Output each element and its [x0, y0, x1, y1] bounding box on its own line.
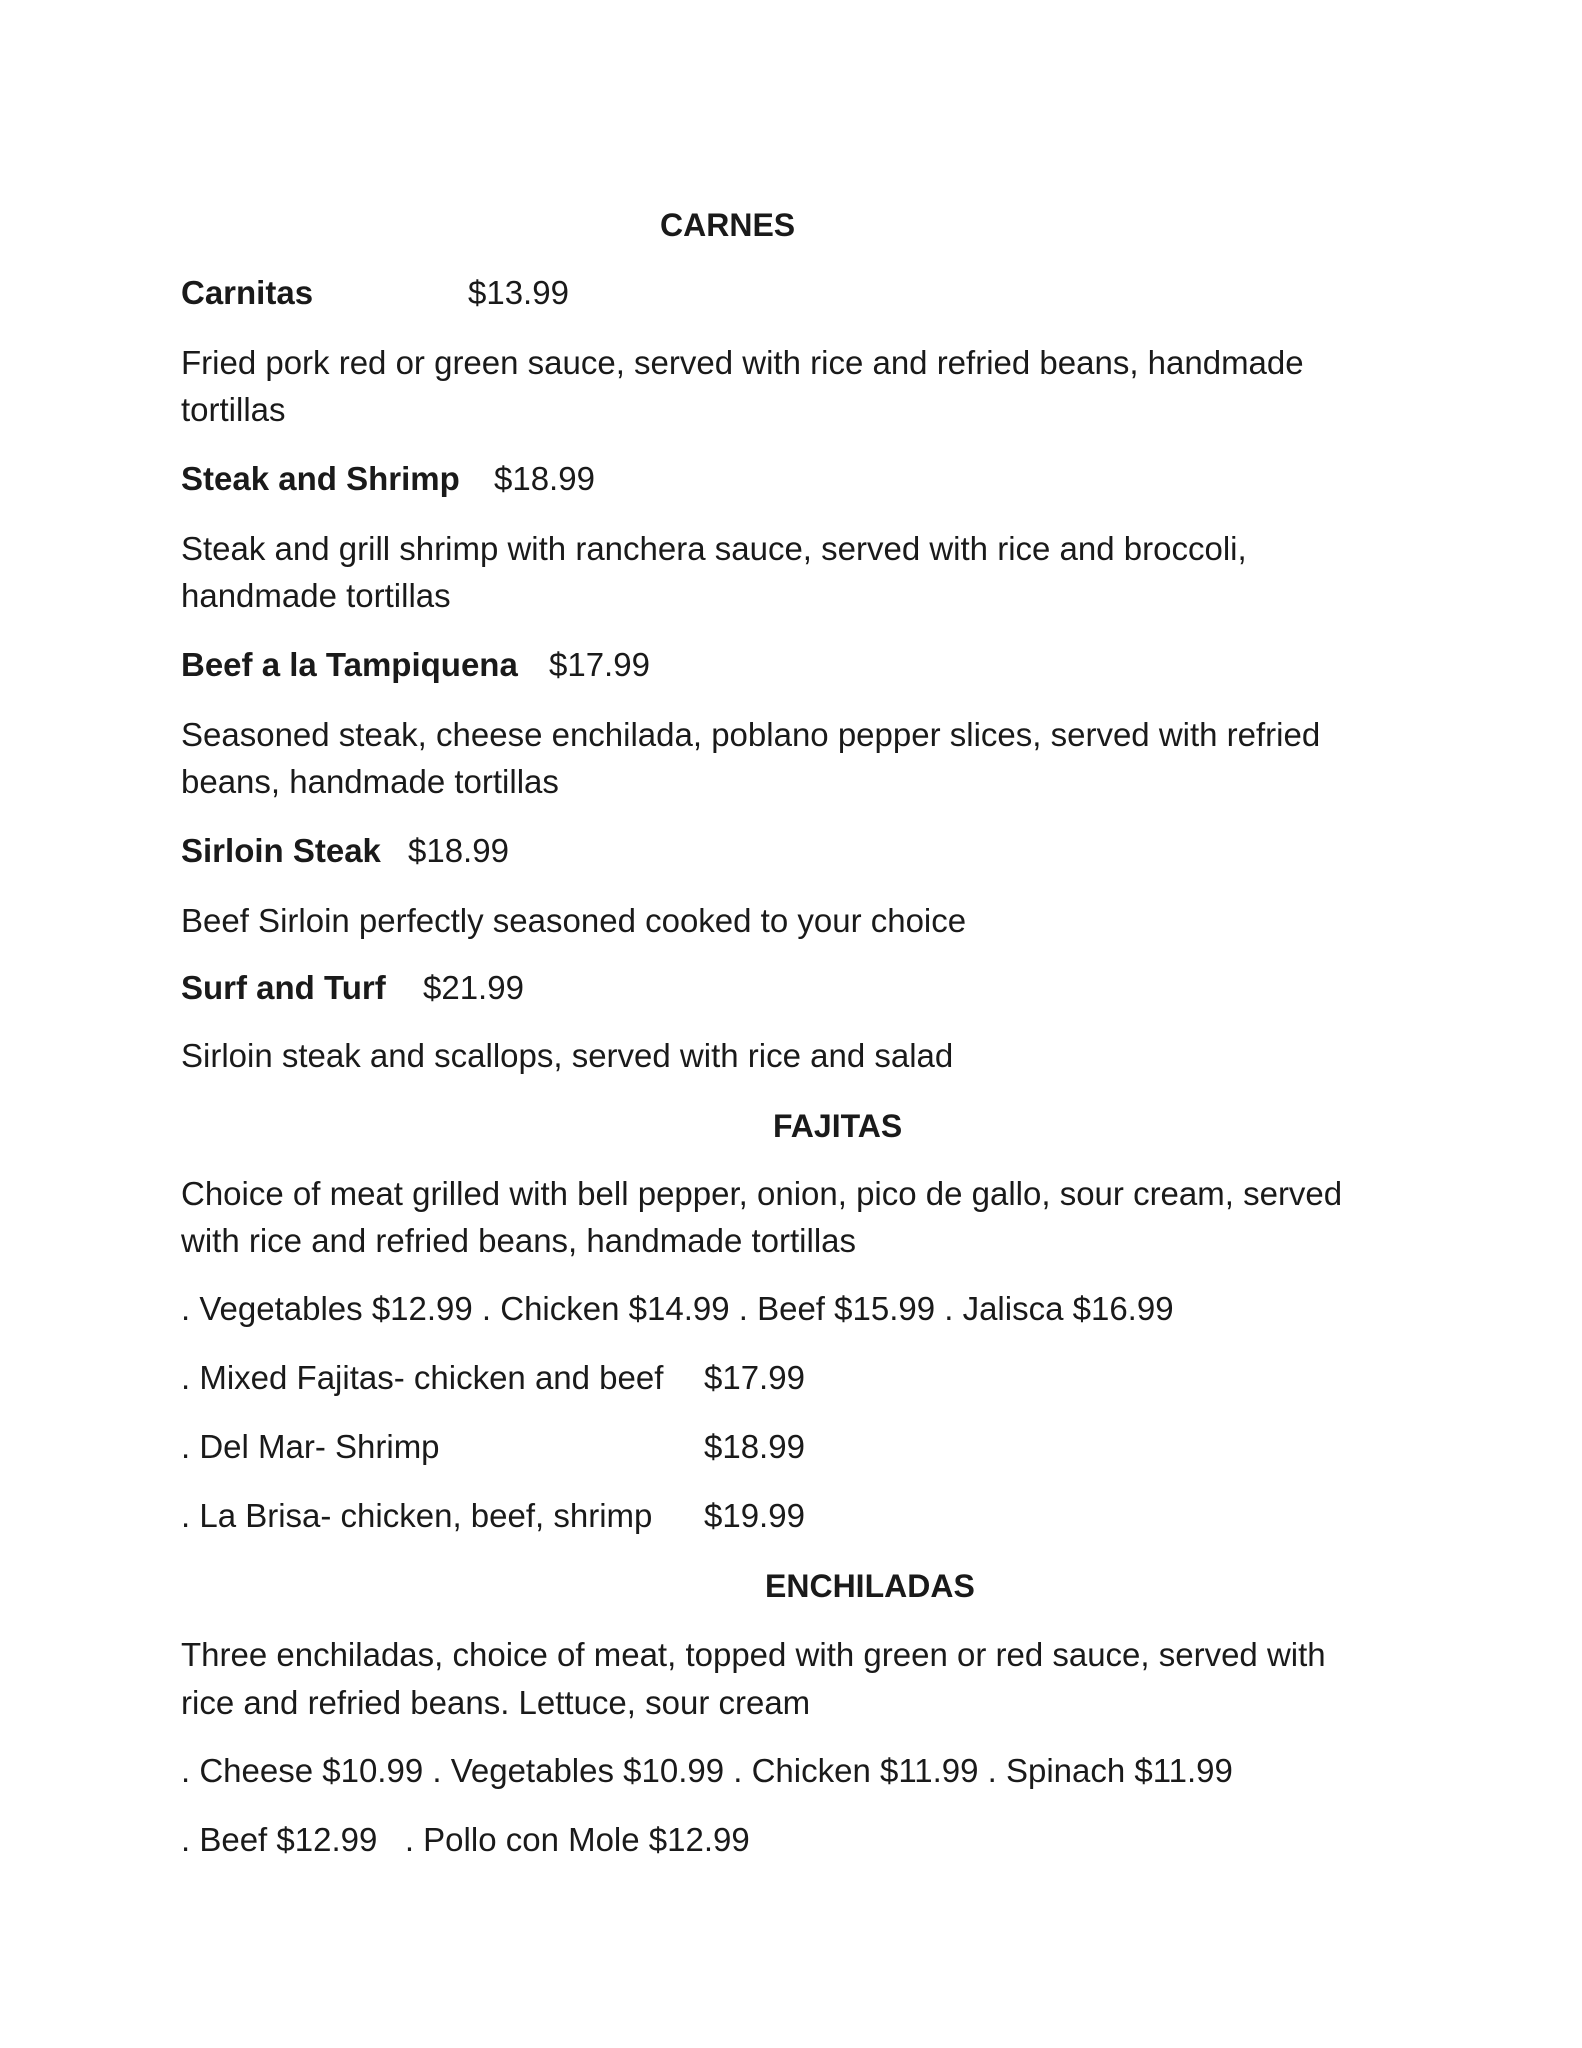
fajitas-row-mixed-price: $17.99: [704, 1359, 805, 1396]
enchiladas-desc-line2: rice and refried beans. Lettuce, sour cream: [181, 1684, 811, 1721]
section-heading-enchiladas: ENCHILADAS: [765, 1568, 975, 1604]
item-name-carnitas: Carnitas: [181, 274, 314, 311]
fajitas-row-la-brisa-price: $19.99: [704, 1497, 805, 1534]
item-price-beef-tampiquena: $17.99: [549, 646, 650, 683]
item-price-carnitas: $13.99: [468, 274, 569, 311]
item-desc-surf-and-turf: Sirloin steak and scallops, served with rice and salad: [181, 1037, 954, 1074]
enchiladas-price-line1: . Cheese $10.99 . Vegetables $10.99 . Chicken $11.99 . Spinach $11.99: [181, 1752, 1233, 1789]
item-price-surf-and-turf: $21.99: [423, 969, 524, 1006]
item-price-steak-and-shrimp: $18.99: [494, 460, 595, 497]
fajitas-desc-line1: Choice of meat grilled with bell pepper, onion, pico de gallo, sour cream, served: [181, 1175, 1343, 1212]
item-desc-beef-tampiquena-line1: Seasoned steak, cheese enchilada, poblano pepper slices, served with refried: [181, 716, 1321, 753]
item-desc-steak-and-shrimp-line2: handmade tortillas: [181, 577, 451, 614]
section-heading-fajitas: FAJITAS: [773, 1108, 903, 1144]
section-heading-carnes: CARNES: [660, 207, 796, 243]
enchiladas-price-line2: . Beef $12.99 . Pollo con Mole $12.99: [181, 1821, 750, 1858]
fajitas-row-del-mar-label: . Del Mar- Shrimp: [181, 1428, 440, 1465]
item-price-sirloin-steak: $18.99: [408, 832, 509, 869]
item-name-beef-tampiquena: Beef a la Tampiquena: [181, 646, 518, 683]
item-desc-steak-and-shrimp-line1: Steak and grill shrimp with ranchera sauce, served with rice and broccoli,: [181, 530, 1247, 567]
item-desc-beef-tampiquena-line2: beans, handmade tortillas: [181, 763, 559, 800]
item-name-steak-and-shrimp: Steak and Shrimp: [181, 460, 460, 497]
fajitas-row-del-mar-price: $18.99: [704, 1428, 805, 1465]
fajitas-row-mixed-label: . Mixed Fajitas- chicken and beef: [181, 1359, 664, 1396]
fajitas-price-line: . Vegetables $12.99 . Chicken $14.99 . Beef $15.99 . Jalisca $16.99: [181, 1290, 1174, 1327]
item-desc-carnitas-line1: Fried pork red or green sauce, served with rice and refried beans, handmade: [181, 344, 1304, 381]
item-desc-sirloin-steak: Beef Sirloin perfectly seasoned cooked to your choice: [181, 902, 967, 939]
fajitas-desc-line2: with rice and refried beans, handmade tortillas: [181, 1222, 857, 1259]
item-name-surf-and-turf: Surf and Turf: [181, 969, 386, 1006]
item-desc-carnitas-line2: tortillas: [181, 391, 286, 428]
item-name-sirloin-steak: Sirloin Steak: [181, 832, 381, 869]
enchiladas-desc-line1: Three enchiladas, choice of meat, topped with green or red sauce, served with: [181, 1636, 1326, 1673]
fajitas-row-la-brisa-label: . La Brisa- chicken, beef, shrimp: [181, 1497, 653, 1534]
